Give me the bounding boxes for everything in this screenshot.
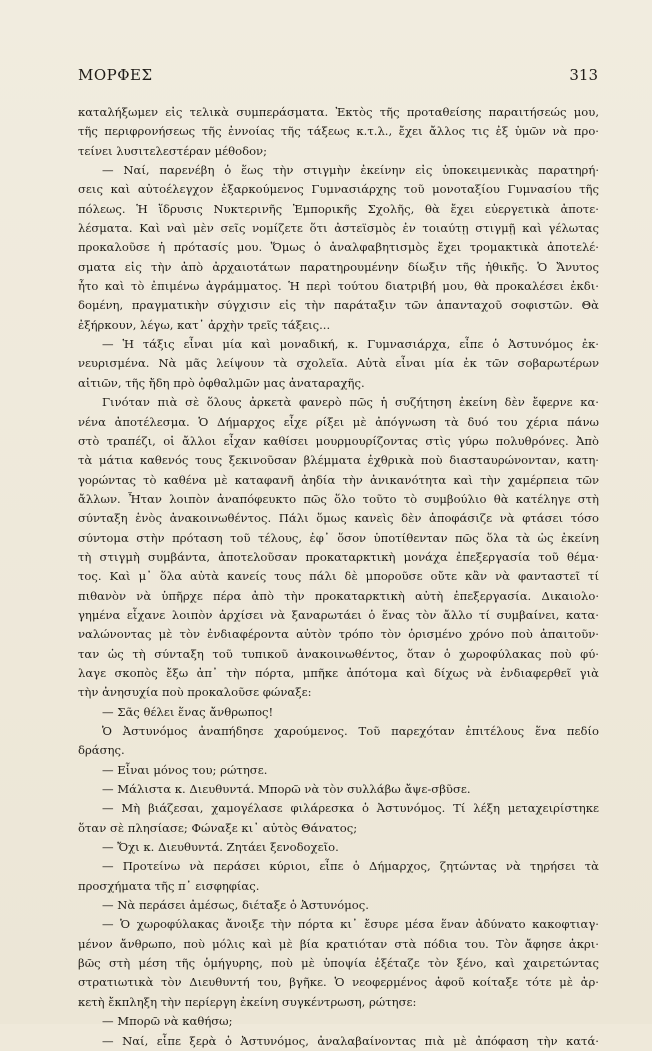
- text-line: — Ὄχι κ. Διευθυντά. Ζητάει ξενοδοχεῖο.: [102, 840, 339, 855]
- running-header: [78, 66, 598, 88]
- text-line: τείνει λυσιτελεστέραν μέθοδον;: [78, 143, 268, 158]
- text-line: τῆς περιφρονήσεως τῆς ἐννοίας τῆς τάξεως κ.τ.λ., ἔχει ἄλλος τις ἐξ ὑμῶν νὰ προ·: [78, 124, 599, 139]
- text-line: — Ναί, εἶπε ξερὰ ὁ Ἀστυνόμος, ἀναλαβαίνοντας πιὰ μὲ ἀπόφαση τὴν κατά·: [102, 1033, 599, 1048]
- text-line: — Νὰ περάσει ἀμέσως, διέταξε ὁ Ἀστυνόμος.: [102, 898, 369, 913]
- text-line: λέσματα. Καὶ ναὶ μὲν σεῖς νομίζετε ὅτι ἀστεϊσμὸς ἐν τοιαύτῃ στιγμῇ καὶ γέλωτας: [78, 221, 599, 236]
- text-line: τος. Καὶ μ᾿ ὅλα αὐτὰ κανείς τους πάλι δὲ μποροῦσε οὔτε κἂν νὰ φανταστεῖ τί: [78, 569, 599, 584]
- text-line: ἦτο καὶ τὸ ἐπιμένω ἀγράμματος. Ἡ περὶ τούτου διατριβή μου, θὰ προκαλέσει ἐκδι·: [78, 279, 599, 294]
- text-line: Ὁ Ἀστυνόμος ἀναπήδησε χαρούμενος. Τοῦ παρεχόταν ἐπιτέλους ἕνα πεδίο: [102, 724, 599, 738]
- text-line: — Ὁ χωροφύλακας ἄνοιξε τὴν πόρτα κι᾿ ἔσυρε μέσα ἕναν ἀδύνατο κακοφτιαγ·: [102, 917, 599, 932]
- text-line: τὰ μάτια καθενός τους ξεκινοῦσαν βλέμματα ἐχθρικὰ ποὺ διασταυρώνονταν, κατη·: [78, 453, 599, 468]
- page-number: 313: [569, 66, 598, 84]
- text-line: στὸ τραπέζι, οἱ ἄλλοι εἶχαν καθίσει μουρμουρίζοντας στὶς γύρω πολυθρόνες. Ἀπὸ: [78, 433, 599, 448]
- text-line: σύντομα στὴν πρόταση τοῦ τέλους, ἐφ᾿ ὅσον ὑποτίθενταν πῶς ὅλα τὰ ὡς ἐκείνη: [78, 530, 599, 545]
- text-line: προκαλοῦσε ἡ πρότασίς μου. Ὅμως ὁ ἀναλφαβητισμὸς ἔχει τρομακτικὰ ἀποτελέ·: [78, 240, 599, 255]
- text-line: ἐξήρκουν, λέγω, κατ᾿ ἀρχὴν τρεῖς τάξεις...: [78, 317, 331, 332]
- text-line: ναλώνοντας μὲ τὸν ἐνδιαφέροντα αὐτὸν τρόπο τὸν ὁρισμένο χρόνο ποὺ ἀπαιτοῦν·: [78, 627, 599, 642]
- text-line: — Ναί, παρενέβη ὁ ἕως τὴν στιγμὴν ἐκείνην εἰς ὑποκειμενικὰς παρατηρή·: [102, 163, 599, 178]
- text-line: — Μὴ βιάζεσαι, χαμογέλασε φιλάρεσκα ὁ Ἀστυνόμος. Τί λέξη μεταχειρίστηκε: [102, 801, 599, 816]
- text-line: στρατιωτικὰ τὸν Διευθυντή του, βγῆκε. Ὁ νεοφερμένος ἀφοῦ κοίταξε τότε μὲ ἀρ·: [78, 975, 599, 990]
- text-line: ὅταν σὲ πλησίασε; Φώναξε κι᾿ αὐτὸς Θάνατος;: [78, 820, 358, 835]
- text-line: προσχήματα τῆς π᾿ εισφηφίας.: [78, 878, 260, 893]
- text-line: ταν ὡς τὴ σύνταξη τοῦ τυπικοῦ ἀνακοινωθέντος, ὅταν ὁ χωροφύλακας ποὺ φύ·: [78, 646, 599, 661]
- text-line: γημένα εἶχανε λοιπὸν ἀρχίσει νὰ ξαναρωτάει ὁ ἕνας τὸν ἄλλο τί συμβαίνει, κατα·: [78, 607, 599, 622]
- text-line: — Μάλιστα κ. Διευθυντά. Μπορῶ νὰ τὸν συλλάβω ἄψε-σβῦσε.: [102, 782, 471, 797]
- text-line: κετὴ ἔκπληξη τὴν περίεργη ἐκείνη συγκέντρωση, ρώτησε:: [78, 994, 417, 1009]
- text-line: σεις καὶ αὐτοέλεγχον ἐξαρκούμενος Γυμνασιάρχης τοῦ μονοταξίου Γυμνασίου τῆς: [78, 182, 599, 197]
- text-line: λαγε σκοπὸς ἔξω ἀπ᾿ τὴν πόρτα, μπῆκε ἀπότομα καὶ δίχως νὰ ἐνδιαφερθεῖ γιὰ: [78, 665, 599, 680]
- text-line: — Μπορῶ νὰ καθήσω;: [102, 1014, 233, 1029]
- text-line: — Ἡ τάξις εἶναι μία καὶ μοναδική, κ. Γυμνασιάρχα, εἶπε ὁ Ἀστυνόμος ἐκ·: [102, 337, 599, 352]
- text-line: τὴν ἀνησυχία ποὺ προκαλοῦσε φώναξε:: [78, 685, 312, 700]
- text-line: Γινόταν πιὰ σὲ ὅλους ἀρκετὰ φανερὸ πῶς ἡ συζήτηση ἐκείνη δὲν ἔφερνε κα·: [102, 395, 599, 410]
- body-text: [78, 103, 599, 1051]
- print-mark: [318, 1000, 322, 1006]
- text-line: νένα ἀποτέλεσμα. Ὁ Δήμαρχος εἶχε ρίξει μὲ ἀπόγνωση τὰ δυό του χέρια πάνω: [78, 414, 599, 429]
- running-title: ΜΟΡΦΕΣ: [78, 66, 153, 84]
- text-line: — Προτείνω νὰ περάσει κύριοι, εἶπε ὁ Δήμαρχος, ζητώντας νὰ τηρήσει τὰ: [102, 859, 599, 874]
- text-line: δομένη, πραγματικὴν σύγχισιν εἰς τὴν παράταξιν τῶν ἁπανταχοῦ σοφιστῶν. Θὰ: [78, 298, 599, 313]
- text-line: ἄλλων. Ἦταν λοιπὸν ἀναπόφευκτο πῶς ὅλο τοῦτο τὸ συμβούλιο θὰ κατέληγε στὴ: [78, 491, 599, 506]
- text-line: σύνταξη ἑνὸς ἀνακοινωθέντος. Πάλι ὅμως κανεὶς δὲν ἀποφάσιζε νὰ φτάσει τόσο: [78, 511, 599, 526]
- text-line: νευρισμένα. Νὰ μᾶς λείψουν τὰ σχολεῖα. Αὐτὰ εἶναι μία ἐκ τῶν σοβαρωτέρων: [78, 356, 599, 371]
- text-line: δράσης.: [78, 743, 125, 758]
- text-line: καταλήξωμεν εἰς τελικὰ συμπεράσματα. Ἐκτὸς τῆς προταθείσης παραιτήσεώς μου,: [78, 105, 599, 119]
- text-line: πόλεως. Ἡ ἵδρυσις Νυκτερινῆς Ἐμπορικῆς Σχολῆς, θὰ ἔχει εὐεργετικὰ ἀποτε·: [78, 201, 599, 216]
- text-line: πιθανὸν νὰ ὑπῆρχε πέρα ἀπὸ τὴν προκαταρκτικὴ αὐτὴ ἐπεξεργασία. Δικαιολο·: [78, 588, 599, 603]
- text-line: τὴ στιγμὴ συμβάντα, ἀποτελοῦσαν προκαταρκτικὴ μονάχα ἐπεξεργασία τοῦ θέμα·: [78, 549, 599, 564]
- text-line: — Σᾶς θέλει ἕνας ἄνθρωπος!: [102, 704, 274, 719]
- text-line: γορώντας τὸ καθένα μὲ καταφανῆ ἀηδία τὴν ἀνικανότητα καὶ τὴν χαμέρπεια τῶν: [78, 472, 599, 487]
- text-line: βῶς στὴ μέση τῆς ὁμήγυρης, ποὺ μὲ ὑποψία ἐξέταζε τὸν ξένο, καὶ χαιρετώντας: [78, 956, 599, 971]
- text-line: αἰτιῶν, τῆς ἤδη πρὸ ὀφθαλμῶν μας ἀναταραχῆς.: [78, 375, 365, 390]
- text-line: σματα εἰς τὴν ἀπὸ ἀρχαιοτάτων παρατηρουμένην δίωξιν τῆς ἠθικῆς. Ὁ Ἄνυτος: [78, 259, 599, 274]
- text-line: μένον ἄνθρωπο, ποὺ μόλις καὶ μὲ βία κρατιόταν στὰ πόδια του. Τὸν ἄφησε ἀκρι·: [78, 936, 599, 951]
- text-line: — Εἶναι μόνος του; ρώτησε.: [102, 762, 268, 777]
